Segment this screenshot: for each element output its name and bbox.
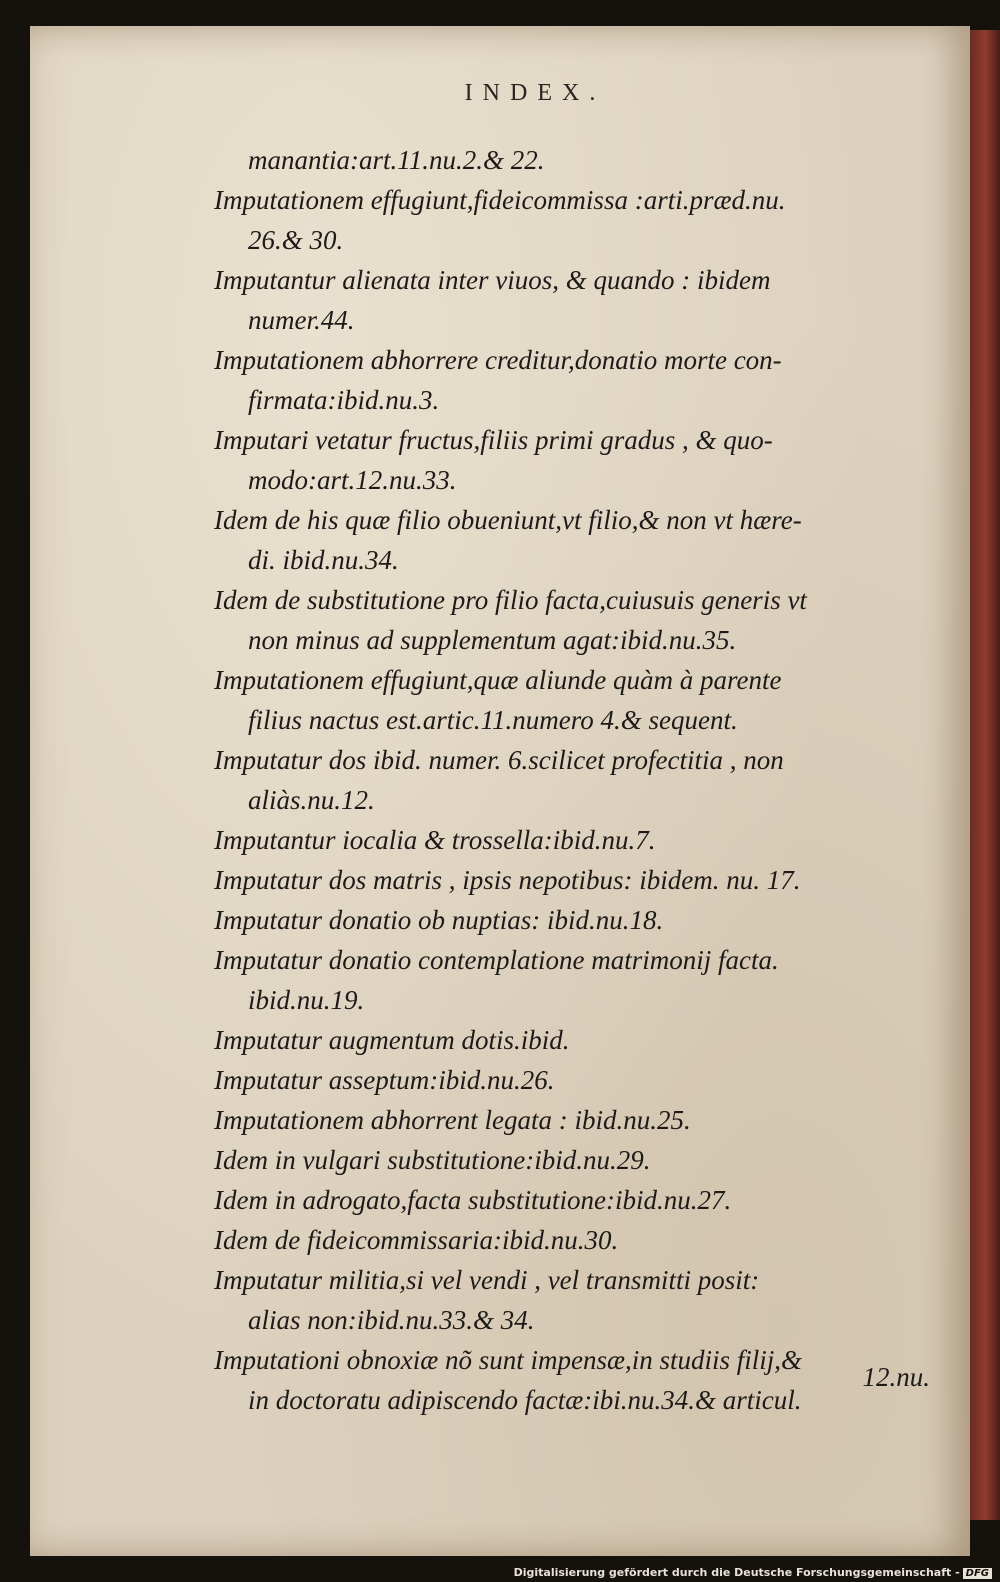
- index-entry-continuation: in doctoratu adipiscendo factæ:ibi.nu.34.& articul.: [248, 1385, 802, 1415]
- index-entry: Imputatur dos matris , ipsis nepotibus: ibidem. nu. 17.: [214, 865, 801, 895]
- index-entry: Idem de substitutione pro filio facta,cuiusuis generis vt: [214, 585, 807, 615]
- index-entry: Imputationem effugiunt,quæ aliunde quàm à parente: [214, 665, 782, 695]
- index-entry-continuation: aliàs.nu.12.: [248, 785, 375, 815]
- index-entry: Imputatur donatio contemplatione matrimonij facta.: [214, 945, 779, 975]
- index-entry: Imputantur iocalia & trossella:ibid.nu.7.: [214, 825, 656, 855]
- index-entry-continuation: firmata:ibid.nu.3.: [248, 385, 440, 415]
- page-edge: [970, 30, 1000, 1520]
- index-entry: Idem de his quæ filio obueniunt,vt filio,& non vt hære-: [214, 505, 802, 535]
- index-entry: Imputari vetatur fructus,filiis primi gradus , & quo-: [214, 425, 773, 455]
- index-entry: Imputatur donatio ob nuptias: ibid.nu.18.: [214, 905, 664, 935]
- index-entry-continuation: numer.44.: [248, 305, 355, 335]
- index-entry-continuation: non minus ad supplementum agat:ibid.nu.35.: [248, 625, 737, 655]
- catchword: 12.nu.: [862, 1362, 930, 1392]
- index-entry: Imputatur augmentum dotis.ibid.: [214, 1025, 570, 1055]
- index-entry-continuation: modo:art.12.nu.33.: [248, 465, 457, 495]
- index-entry: Imputatur dos ibid. numer. 6.scilicet profectitia , non: [214, 745, 784, 775]
- page-header: INDEX.: [464, 80, 606, 106]
- index-entry: Idem de fideicommissaria:ibid.nu.30.: [214, 1225, 619, 1255]
- footer: [514, 1566, 992, 1579]
- index-entry: manantia:art.11.nu.2.& 22.: [248, 145, 545, 175]
- index-entry: Imputatur militia,si vel vendi , vel transmitti posit:: [214, 1265, 760, 1295]
- index-entry-continuation: di. ibid.nu.34.: [248, 545, 399, 575]
- index-entry: Idem in vulgari substitutione:ibid.nu.29.: [214, 1145, 651, 1175]
- index-entry-continuation: ibid.nu.19.: [248, 985, 365, 1015]
- footer-text: Digitalisierung gefördert durch die Deutsche Forschungsgemeinschaft -: [513, 1566, 960, 1579]
- index-entry: Imputatur asseptum:ibid.nu.26.: [214, 1065, 555, 1095]
- index-entry: Idem in adrogato,facta substitutione:ibid.nu.27.: [214, 1185, 732, 1215]
- index-entry: Imputationem abhorrent legata : ibid.nu.25.: [214, 1105, 691, 1135]
- index-entry: Imputantur alienata inter viuos, & quando : ibidem: [214, 265, 771, 295]
- index-entry: Imputationem abhorrere creditur,donatio morte con-: [214, 345, 782, 375]
- index-entry-continuation: 26.& 30.: [248, 225, 344, 255]
- dfg-logo: DFG: [963, 1568, 992, 1579]
- index-entries: [214, 140, 934, 1420]
- index-entry: Imputationi obnoxiæ nõ sunt impensæ,in studiis filij,&: [214, 1345, 803, 1375]
- index-entry-continuation: filius nactus est.artic.11.numero 4.& sequent.: [248, 705, 738, 735]
- index-entry-continuation: alias non:ibid.nu.33.& 34.: [248, 1305, 535, 1335]
- index-entry: Imputationem effugiunt,fideicommissa :arti.præd.nu.: [214, 185, 786, 215]
